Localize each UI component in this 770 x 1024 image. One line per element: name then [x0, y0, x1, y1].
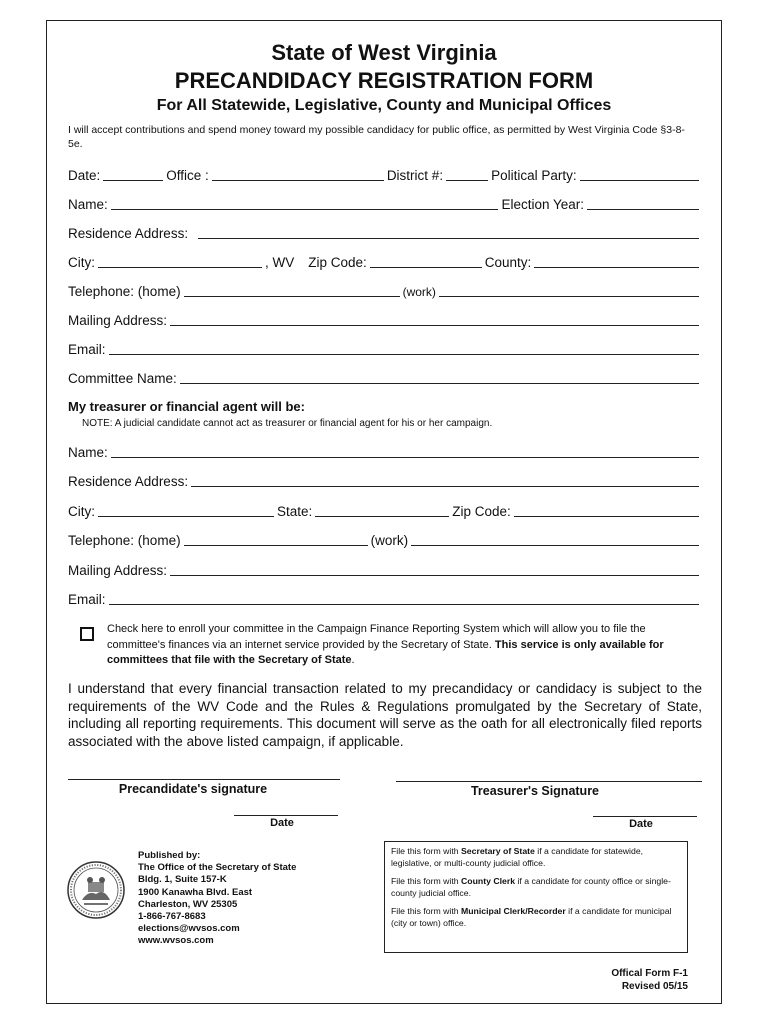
treasurer-zip-field[interactable] [514, 504, 699, 517]
row-treasurer-mailing [68, 561, 702, 579]
telephone-work-label: (work) [402, 285, 436, 299]
county-field[interactable] [534, 255, 699, 268]
mailing-label: Mailing Address: [68, 313, 168, 328]
intro-statement: I will accept contributions and spend money toward my possible candidacy for public office, as permitted by West Virginia Code §3-8-5e. [68, 124, 685, 150]
publisher-email: elections@wvsos.com [138, 923, 240, 935]
treasurer-mailing-field[interactable] [170, 563, 699, 576]
treasurer-name-label: Name: [68, 445, 108, 460]
zip-label: Zip Code: [308, 255, 367, 270]
wv-label: , WV [265, 255, 295, 270]
filing-instruction [391, 906, 681, 929]
row-treasurer-name [68, 443, 702, 461]
treasurer-telephone-home-label: Telephone: (home) [68, 533, 181, 548]
treasurer-email-label: Email: [68, 592, 106, 607]
precandidate-date-label: Date [270, 817, 294, 829]
mailing-field[interactable] [170, 313, 699, 326]
email-label: Email: [68, 342, 106, 357]
zip-field[interactable] [370, 255, 482, 268]
party-label: Political Party: [491, 168, 577, 183]
district-label: District #: [386, 168, 444, 183]
enroll-text [107, 622, 687, 669]
treasurer-signature-label: Treasurer's Signature [470, 784, 600, 798]
form-revision: Revised 05/15 [621, 981, 688, 992]
treasurer-telephone-home-field[interactable] [184, 533, 368, 546]
date-field[interactable] [103, 168, 163, 181]
row-mailing [68, 311, 702, 329]
party-field[interactable] [580, 168, 699, 181]
committee-label: Committee Name: [68, 371, 177, 386]
residence-field[interactable] [198, 226, 699, 239]
treasurer-email-field[interactable] [109, 592, 699, 605]
row-committee [68, 369, 702, 387]
form-subtitle: For All Statewide, Legislative, County and Municipal Offices [156, 97, 612, 114]
treasurer-residence-field[interactable] [191, 474, 699, 487]
filing-text: File this form with [391, 846, 461, 856]
row-email [68, 340, 702, 358]
treasurer-state-field[interactable] [315, 504, 449, 517]
row-treasurer-telephone [68, 531, 702, 549]
state-title: State of West Virginia [271, 40, 497, 65]
publisher-block [138, 850, 296, 948]
filing-text: if a candidate for municipal (city or town) office. [391, 906, 672, 928]
row-date-office [68, 166, 702, 184]
city-field[interactable] [98, 255, 262, 268]
election-year-label: Election Year: [501, 197, 584, 212]
treasurer-date-line[interactable] [593, 816, 697, 817]
city-label: City: [68, 255, 95, 270]
form-number [611, 967, 688, 993]
precandidate-date-line[interactable] [234, 815, 338, 816]
publisher-line: 1900 Kanawha Blvd. East [138, 886, 253, 898]
filing-office: Secretary of State [461, 846, 535, 856]
treasurer-zip-label: Zip Code: [452, 504, 511, 519]
treasurer-state-label: State: [277, 504, 313, 519]
row-treasurer-residence [68, 472, 702, 490]
telephone-home-field[interactable] [184, 284, 400, 297]
treasurer-telephone-work-field[interactable] [411, 533, 699, 546]
publisher-heading: Published by: [138, 850, 201, 861]
publisher-line: Charleston, WV 25305 [138, 898, 238, 910]
row-city-zip [68, 253, 702, 271]
office-field[interactable] [212, 168, 384, 181]
row-treasurer-email [68, 590, 702, 608]
row-telephone [68, 282, 702, 300]
filing-text: if a candidate for county office or single-county judicial office. [391, 876, 671, 898]
date-label: Date: [68, 168, 101, 183]
filing-instruction [391, 876, 681, 899]
oath-statement: I understand that every financial transaction related to my precandidacy or candidacy is subject to the requirements of the WV Code and the Rules & Regulations promulgated by the Secretary of State, including all reporting requirements. This document will serve as the oath for all electronically filed reports associated with the above listed campaign, if applicable. [68, 681, 702, 749]
publisher-line: The Office of the Secretary of State [138, 862, 297, 874]
district-field[interactable] [446, 168, 488, 181]
treasurer-telephone-work-label: (work) [370, 533, 409, 548]
enroll-text-main: Check here to enroll your committee in the Campaign Finance Reporting System which will allow you to file the committee's finances via an internet service provided by the Secretary of State. [107, 623, 646, 651]
filing-instruction [391, 846, 681, 869]
form-number-label: Offical Form F-1 [611, 968, 688, 979]
filing-instructions-box [384, 841, 688, 953]
row-name-year [68, 195, 702, 213]
publisher-website: www.wvsos.com [138, 935, 214, 947]
treasurer-signature-line[interactable] [396, 781, 702, 782]
enroll-text-end: . [351, 654, 355, 666]
committee-field[interactable] [180, 371, 699, 384]
treasurer-note: NOTE: A judicial candidate cannot act as treasurer or financial agent for his or her campaign. [82, 418, 493, 429]
name-field[interactable] [111, 197, 499, 210]
treasurer-city-field[interactable] [98, 504, 274, 517]
filing-office: County Clerk [461, 876, 516, 886]
filing-text: File this form with [391, 906, 461, 916]
filing-text: if a candidate for statewide, legislative, or multi-county judicial office. [391, 846, 644, 868]
form-title: PRECANDIDACY REGISTRATION FORM [174, 68, 594, 93]
telephone-work-field[interactable] [439, 284, 699, 297]
filing-office: Municipal Clerk/Recorder [461, 906, 566, 916]
state-seal-icon [66, 860, 126, 920]
treasurer-city-label: City: [68, 504, 95, 519]
treasurer-heading: My treasurer or financial agent will be: [68, 399, 305, 414]
publisher-phone: 1-866-767-8683 [138, 911, 206, 923]
office-label: Office : [166, 168, 209, 183]
residence-label: Residence Address: [68, 226, 189, 241]
publisher-line: Bldg. 1, Suite 157-K [138, 874, 227, 886]
treasurer-name-field[interactable] [111, 445, 699, 458]
enroll-text-bold: This service is only available for committees that file with the Secretary of State [107, 638, 664, 666]
treasurer-residence-label: Residence Address: [68, 474, 189, 489]
precandidate-signature-line[interactable] [68, 779, 340, 780]
filing-text: File this form with [391, 876, 461, 886]
enroll-checkbox[interactable] [80, 627, 94, 641]
name-label: Name: [68, 197, 108, 212]
row-residence [68, 224, 702, 242]
county-label: County: [484, 255, 532, 270]
row-treasurer-city [68, 502, 702, 520]
precandidate-signature-label: Precandidate's signature [118, 782, 268, 796]
email-field[interactable] [109, 342, 699, 355]
treasurer-date-label: Date [629, 818, 653, 830]
telephone-home-label: Telephone: (home) [68, 284, 181, 299]
treasurer-mailing-label: Mailing Address: [68, 563, 168, 578]
election-year-field[interactable] [587, 197, 699, 210]
